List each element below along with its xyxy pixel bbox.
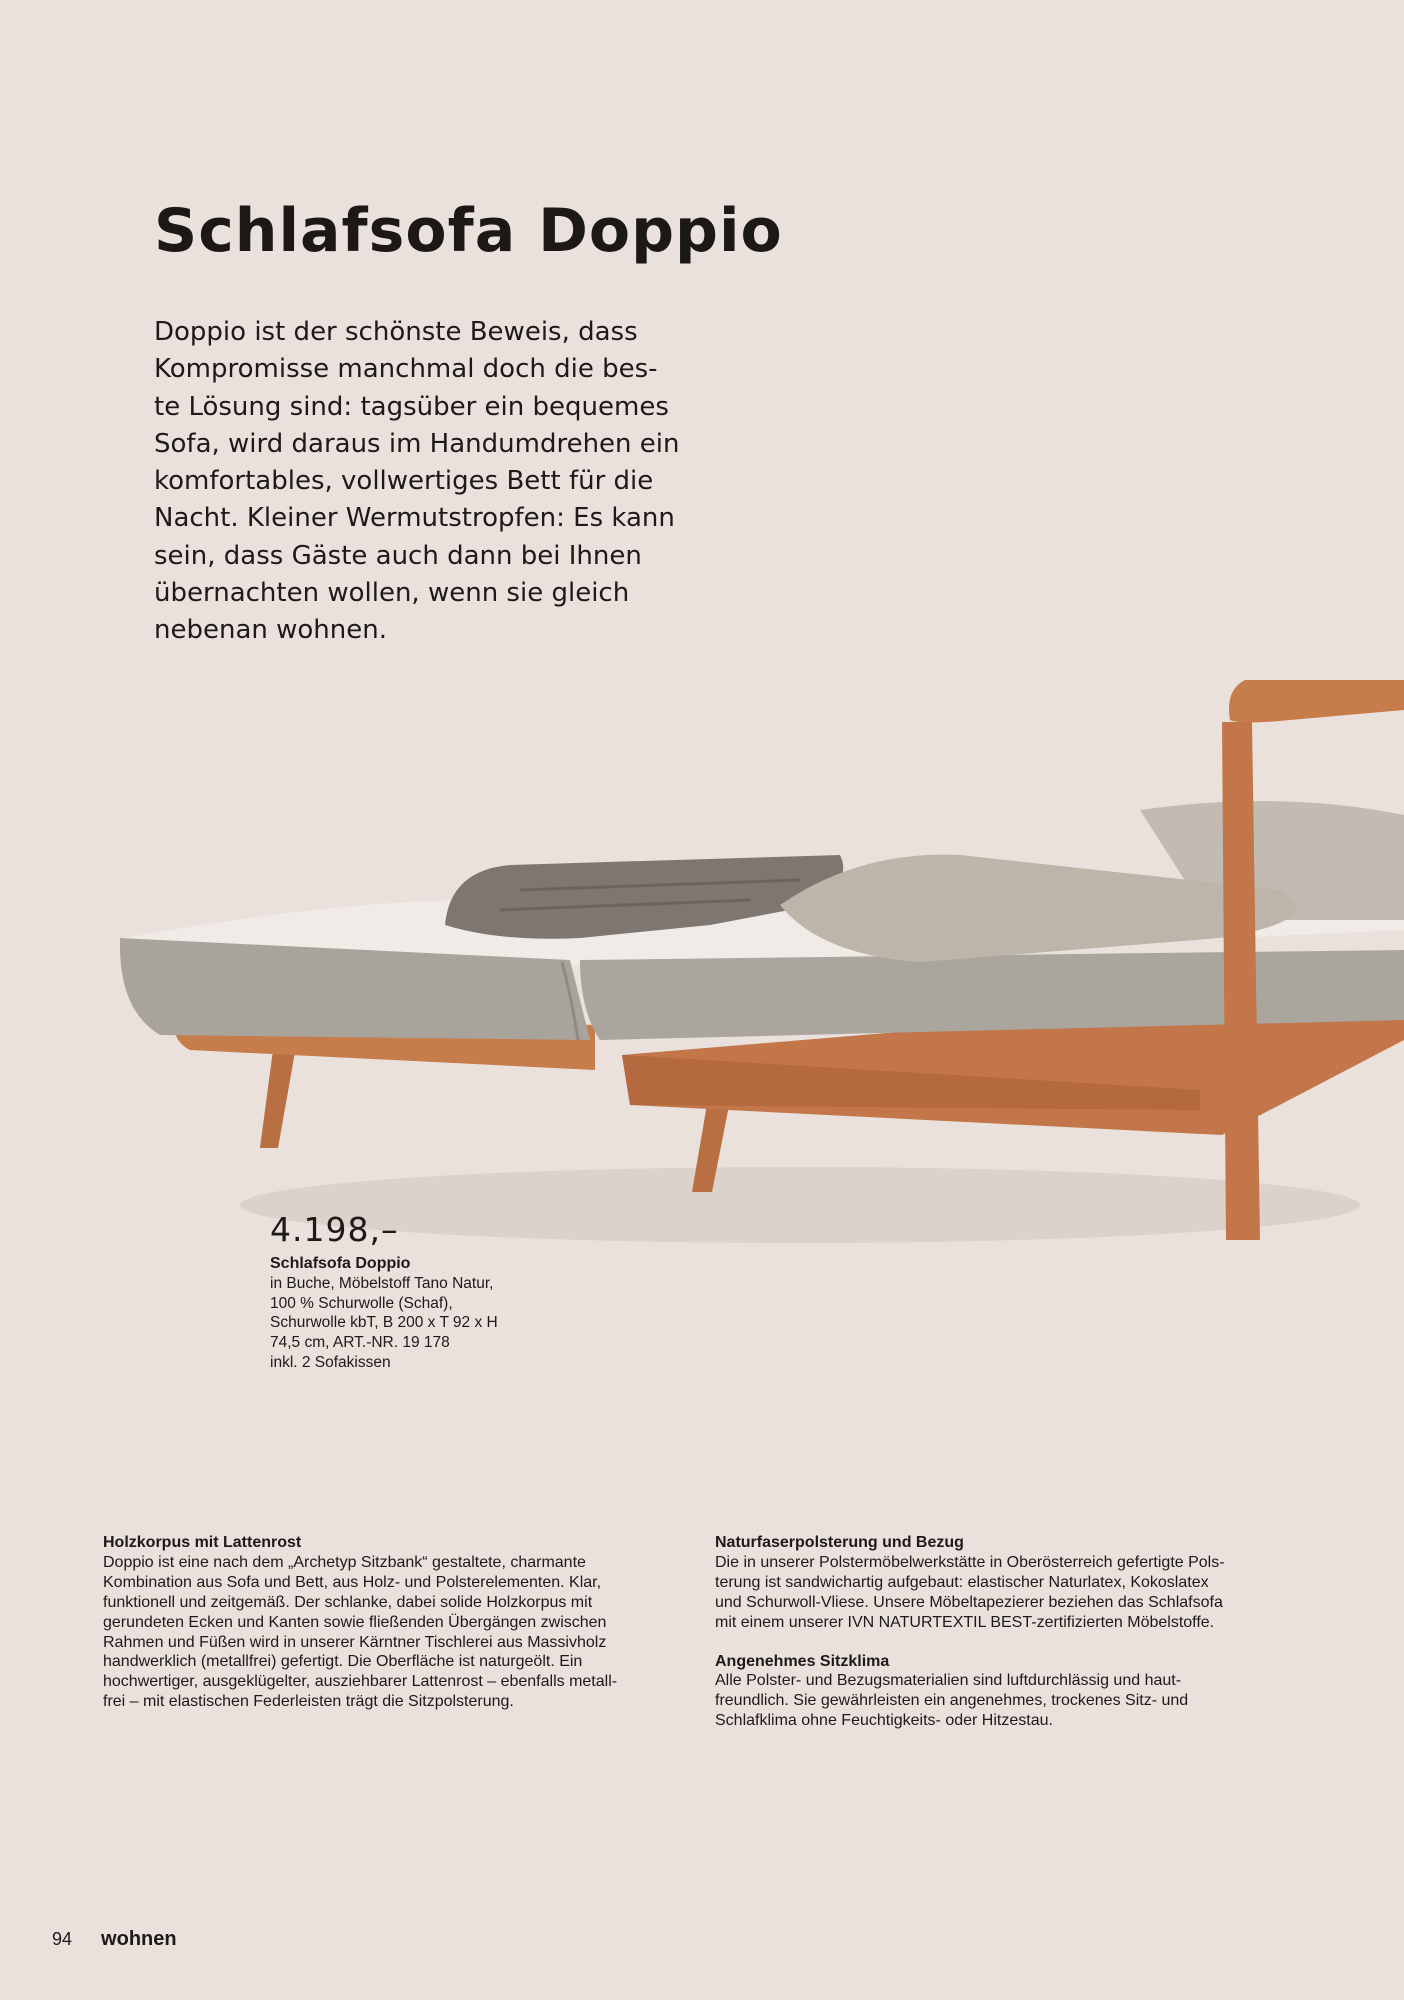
backrest-board (1229, 680, 1404, 723)
body-line: frei – mit elastischen Federleisten trägt die Sitzpolsterung. (103, 1693, 514, 1711)
body-line: Kombination aus Sofa und Bett, aus Holz- und Polsterelementen. Klar, (103, 1573, 602, 1591)
product-description-line: inkl. 2 Sofakissen (270, 1353, 391, 1371)
body-line: Alle Polster- und Bezugsmaterialien sind luftdurchlässig und haut- (715, 1672, 1182, 1690)
section-body (103, 1553, 703, 1712)
intro-line: sein, dass Gäste auch dann bei Ihnen (154, 540, 642, 571)
product-description-line: Schurwolle kbT, B 200 x T 92 x H (270, 1314, 498, 1332)
section-name: wohnen (101, 1928, 177, 1950)
body-line: Schlafklima ohne Feuchtigkeits- oder Hitzestau. (715, 1712, 1053, 1730)
intro-line: Nacht. Kleiner Wermutstropfen: Es kann (154, 503, 675, 534)
body-line: handwerklich (metallfrei) gefertigt. Die Oberfläche ist naturgeölt. Ein (103, 1653, 583, 1671)
body-line: Die in unserer Polstermöbelwerkstätte in Oberösterreich gefertigte Pols- (715, 1553, 1225, 1571)
section-frame (103, 1533, 703, 1712)
intro-line: komfortables, vollwertiges Bett für die (154, 466, 654, 497)
section-heading: Holzkorpus mit Lattenrost (103, 1534, 302, 1551)
body-line: terung ist sandwichartig aufgebaut: elastischer Naturlatex, Kokoslatex (715, 1573, 1209, 1591)
body-line: mit einem unserer IVN NATURTEXTIL BEST-zertifizierten Möbelstoffe. (715, 1613, 1215, 1631)
section-heading: Naturfaserpolsterung und Bezug (715, 1534, 964, 1551)
body-line: hochwertiger, ausgeklügelter, ausziehbarer Lattenrost – ebenfalls metall- (103, 1673, 618, 1691)
price-block (270, 1210, 570, 1373)
body-line: und Schurwoll-Vliese. Unsere Möbeltapezierer beziehen das Schlafsofa (715, 1593, 1223, 1611)
section-body (715, 1553, 1315, 1633)
intro-line: Sofa, wird daraus im Handumdrehen ein (154, 428, 680, 459)
product-name: Schlafsofa Doppio (270, 1255, 411, 1272)
sofa-bed-image (100, 680, 1404, 1300)
price: 4.198,– (270, 1210, 399, 1249)
intro-line: te Lösung sind: tagsüber ein bequemes (154, 391, 669, 422)
intro-line: übernachten wollen, wenn sie gleich (154, 578, 630, 609)
backrest-post (1222, 722, 1260, 1240)
product-description (270, 1274, 570, 1373)
page-title: Schlafsofa Doppio (154, 196, 783, 266)
product-description-line: in Buche, Möbelstoff Tano Natur, (270, 1275, 494, 1292)
body-line: funktionell und zeitgemäß. Der schlanke, dabei solide Holzkorpus mit (103, 1593, 593, 1611)
section-heading: Angenehmes Sitzklima (715, 1652, 890, 1670)
intro-line: Doppio ist der schönste Beweis, dass (154, 317, 638, 347)
page-number: 94 (52, 1929, 73, 1949)
body-line: Rahmen und Füßen wird in unserer Kärntner Tischlerei aus Massivholz (103, 1633, 607, 1651)
intro-line: nebenan wohnen. (154, 615, 387, 646)
section-upholstery (715, 1533, 1315, 1731)
intro-line: Kompromisse manchmal doch die bes- (154, 354, 658, 385)
body-line: Doppio ist eine nach dem „Archetyp Sitzbank“ gestaltete, charmante (103, 1553, 586, 1571)
body-line: gerundeten Ecken und Kanten sowie fließenden Übergängen zwischen (103, 1613, 607, 1631)
intro-paragraph (154, 314, 714, 650)
body-line: freundlich. Sie gewährleisten ein angenehmes, trockenes Sitz- und (715, 1692, 1189, 1710)
product-description-line: 100 % Schurwolle (Schaf), (270, 1294, 453, 1312)
product-description-line: 74,5 cm, ART.-NR. 19 178 (270, 1334, 450, 1352)
section-body (715, 1671, 1315, 1731)
page-footer (52, 1928, 177, 1951)
